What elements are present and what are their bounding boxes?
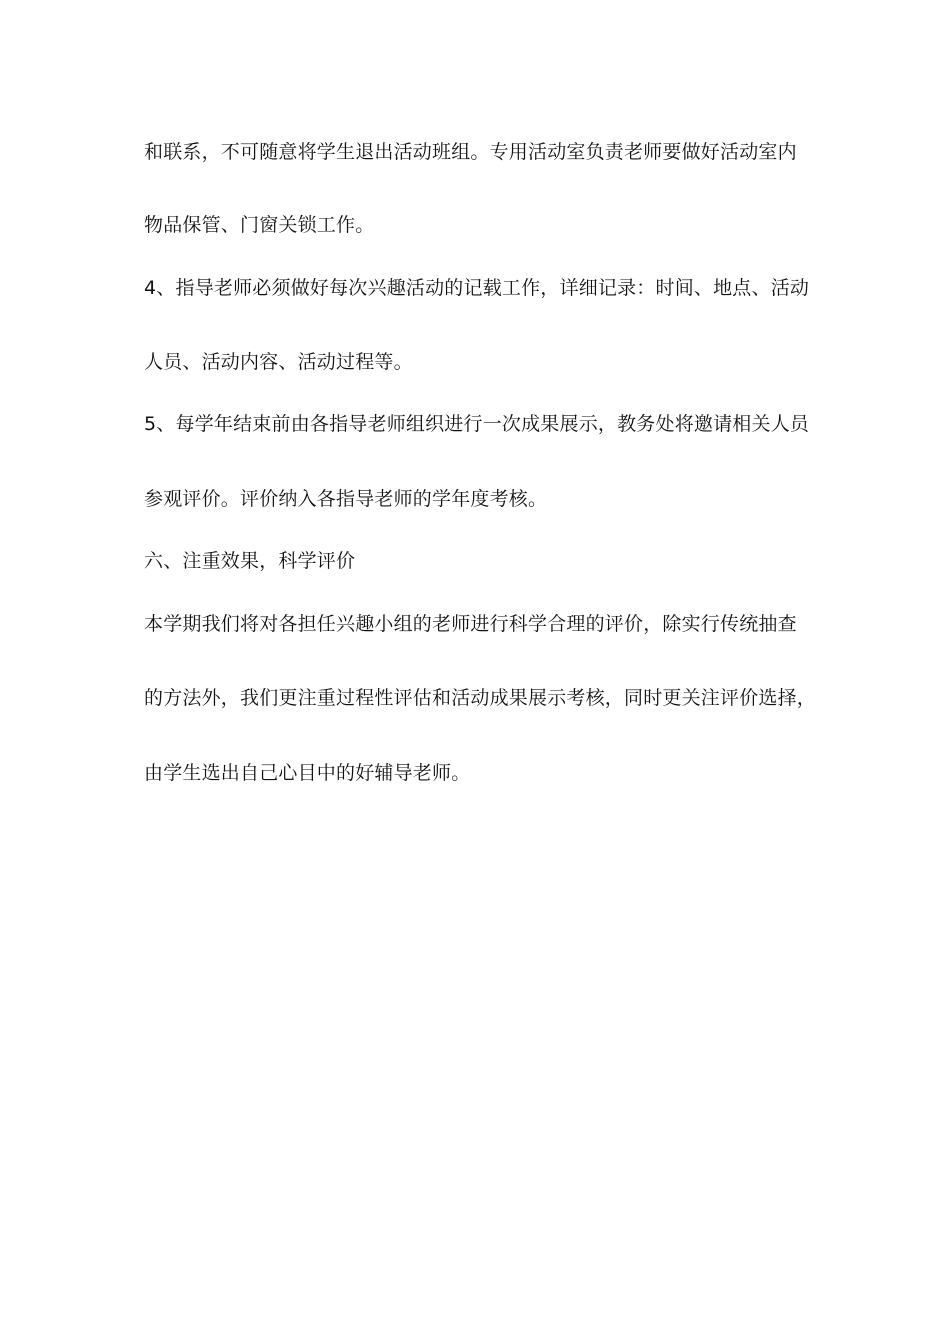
text-line-8: 本学期我们将对各担任兴趣小组的老师进行科学合理的评价，除实行传统抽查 (144, 613, 797, 635)
text-line-1: 和联系，不可随意将学生退出活动班组。专用活动室负责老师要做好活动室内 (144, 141, 797, 163)
text-line-9: 的方法外，我们更注重过程性评估和活动成果展示考核，同时更关注评价选择， (144, 687, 817, 709)
text-line-6: 参观评价。评价纳入各指导老师的学年度考核。 (144, 488, 548, 510)
text-line-2: 物品保管、门窗关锁工作。 (144, 214, 375, 236)
text-line-10: 由学生选出自己心目中的好辅导老师。 (144, 762, 471, 784)
text-line-4: 人员、活动内容、活动过程等。 (144, 351, 413, 373)
text-line-3: 4、指导老师必须做好每次兴趣活动的记载工作，详细记录：时间、地点、活动 (144, 277, 810, 299)
section-heading: 六、注重效果，科学评价 (144, 550, 356, 572)
text-line-5: 5、每学年结束前由各指导老师组织进行一次成果展示，教务处将邀请相关人员 (144, 413, 810, 435)
